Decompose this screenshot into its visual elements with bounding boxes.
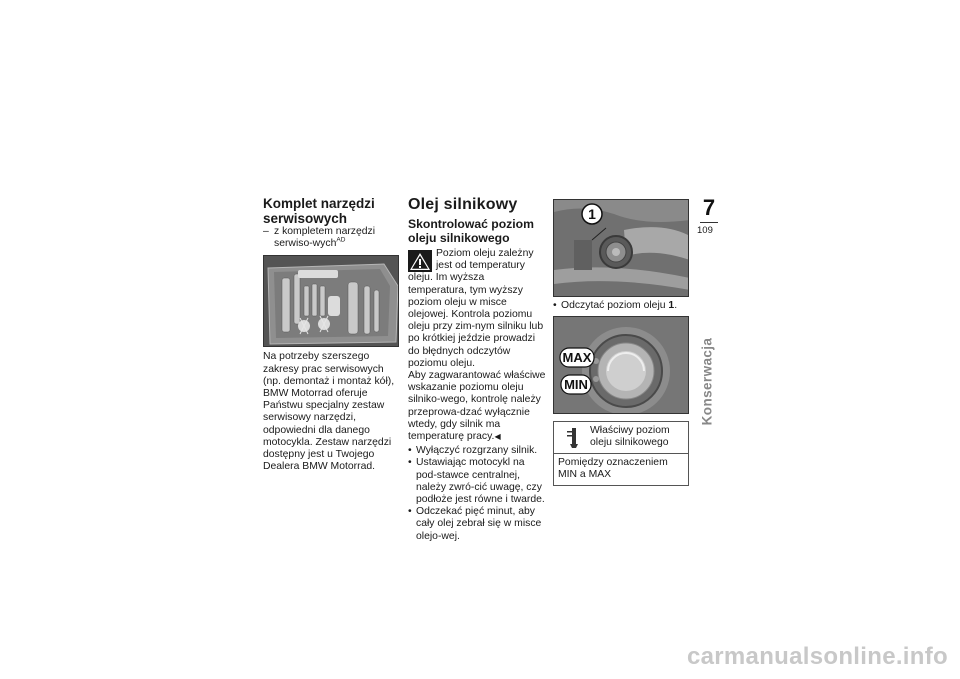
tool-kit-illustration xyxy=(264,256,399,347)
section-title-tool-kit: Komplet narzędzi serwisowych xyxy=(263,196,375,226)
column-engine-oil xyxy=(408,196,546,543)
read-level-ref: 1 xyxy=(668,300,675,311)
callout-number: 1 xyxy=(588,206,596,222)
max-label: MAX xyxy=(562,350,592,366)
min-label: MIN xyxy=(564,377,588,393)
column-tool-kit xyxy=(263,196,401,473)
tool-kit-paragraph: Na potrzeby szerszego zakresy prac serwisowych (np. demontaż i montaż kół), BMW Motorrad oferuje Państwu specjalny zestaw serwisowy narzędzi, odpowiedni dla danego motocykla. Zestaw narzędzi dostępny jest u Twojego Dealera BMW Motorrad. xyxy=(263,351,395,473)
engine-oil-window-illustration xyxy=(554,200,689,297)
list-item: • Odczekać pięć minut, aby cały olej zebrał się w misce olejo-wej. xyxy=(408,506,546,543)
column-oil-level xyxy=(553,199,689,486)
tool-kit-photo xyxy=(263,255,399,347)
chapter-side-tab xyxy=(692,330,722,426)
watermark: carmanualsonline.info xyxy=(686,643,948,670)
list-item xyxy=(553,300,689,312)
optional-equipment-line xyxy=(263,226,401,250)
oil-sight-glass-photo xyxy=(553,316,689,414)
oil-level-infobox xyxy=(553,421,689,486)
oil-sight-glass-illustration xyxy=(554,317,689,414)
infobox-title: Właściwy poziom oleju silnikowego xyxy=(590,425,670,449)
warning-block xyxy=(408,248,546,370)
dash-item-text: z kompletem narzędzi serwiso-wych xyxy=(274,226,376,250)
warning-text: Poziom oleju zależny jest od temperatury oleju. Im wyższa temperatura, tym wyższy poziom oleju w misce olejowej. Kontrola poziomu oleju przy zim-nym silniku lub po krótkiej jeździe prowadzi do błędnych odczytów poziomu oleju. xyxy=(408,248,544,369)
infobox-header xyxy=(554,422,688,453)
read-level-end: . xyxy=(674,300,678,311)
page-number: 109 xyxy=(697,225,713,236)
list-item: • Wyłączyć rozgrzany silnik. xyxy=(408,445,546,457)
chapter-side-tab-label: Konserwacja xyxy=(699,337,715,426)
oil-level-icon xyxy=(564,427,584,449)
operating-temp-paragraph xyxy=(408,370,546,443)
chapter-number: 7 xyxy=(702,195,716,220)
procedure-list xyxy=(408,445,546,543)
read-level-text: Odczytać poziom oleju xyxy=(561,300,669,311)
chapter-title: Olej silnikowy xyxy=(408,196,518,213)
read-level-list xyxy=(553,300,689,312)
infobox-value: Pomiędzy oznaczeniem MIN a MAX xyxy=(558,456,668,480)
engine-oil-window-photo xyxy=(553,199,689,297)
list-item: • Ustawiając motocykl na pod-stawce centralnej, należy zwró-cić uwagę, czy podłoże jest równe i twarde. xyxy=(408,457,546,506)
warning-triangle-icon xyxy=(408,250,432,272)
end-mark-icon: ◀ xyxy=(494,432,501,442)
subsection-title: Skontrolować poziom oleju silnikowego xyxy=(408,217,534,245)
operating-temp-text: Aby zagwarantować właściwe wskazanie poziomu oleju silniko-wego, kontrolę należy przeprowa-dzać wyłącznie wtedy, gdy silnik ma temperaturę pracy. xyxy=(408,370,546,443)
chapter-divider xyxy=(700,222,718,223)
optional-accessory-mark: AD xyxy=(336,236,346,244)
